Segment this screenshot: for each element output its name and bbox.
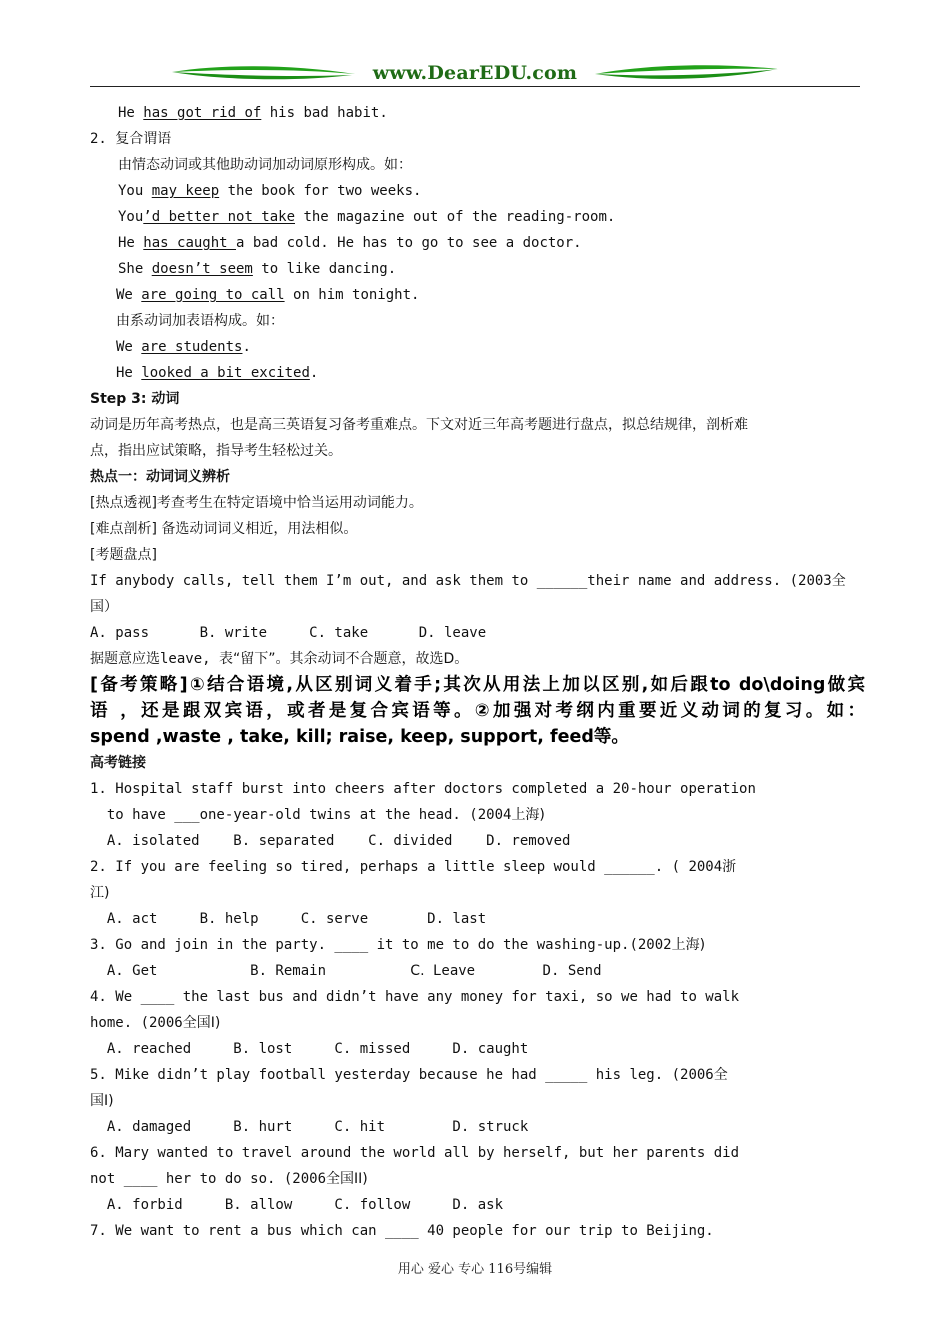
underlined-phrase: may keep bbox=[151, 183, 220, 199]
text-segment: to have ___one-year-old twins at the head. (2004 bbox=[90, 807, 512, 823]
strategy-text-line bbox=[90, 698, 865, 724]
text-segment: 3. Go and join in the party. ____ it to me to do the washing-up.(2002 bbox=[90, 937, 672, 953]
text-segment: 全国I) bbox=[182, 1015, 221, 1031]
text-line bbox=[90, 1192, 865, 1218]
text-segment: 全 bbox=[713, 1067, 728, 1083]
text-segment: If anybody calls, tell them I’m out, and ask them to ______their name and address. (2003 bbox=[90, 573, 832, 589]
text-line bbox=[90, 516, 865, 542]
text-line bbox=[90, 854, 865, 880]
text-segment: [备考策略]①结合语境,从区别词义着手;其次从用法上加以区别,如后跟to do\doing做宾 bbox=[90, 675, 865, 695]
text-segment: A. act B. help C. serve D. last bbox=[90, 911, 487, 927]
text-segment: She bbox=[118, 261, 152, 277]
text-line bbox=[90, 100, 865, 126]
text-segment: 点，指出应试策略，指导考生轻松过关。 bbox=[90, 443, 342, 459]
text-segment: A. reached B. lost C. missed D. caught bbox=[90, 1041, 529, 1057]
document-body bbox=[90, 100, 865, 1244]
text-segment: 7. We want to rent a bus which can ____ 40 people for our trip to Beijing. bbox=[90, 1223, 714, 1239]
text-line bbox=[90, 256, 865, 282]
page-footer: 用心 爱心 专心 116号编辑 bbox=[397, 1262, 553, 1277]
text-line bbox=[90, 646, 865, 672]
text-segment: 4. We ____ the last bus and didn’t have any money for taxi, so we had to walk bbox=[90, 989, 740, 1005]
text-segment: 由情态动词或其他助动词加动词原形构成。如： bbox=[118, 157, 412, 173]
text-segment: You bbox=[118, 183, 152, 199]
text-segment: . bbox=[309, 365, 319, 381]
text-segment: A. pass B. write C. take D. leave bbox=[90, 625, 487, 641]
text-segment: Leave D. Send bbox=[424, 963, 602, 979]
text-segment: 上海) bbox=[511, 807, 545, 823]
text-segment: Step 3: bbox=[90, 391, 152, 407]
strategy-text-line bbox=[90, 672, 865, 698]
underlined-phrase: has got rid of bbox=[143, 105, 262, 121]
text-segment: A. Get B. Remain bbox=[90, 963, 411, 979]
text-segment: 全国II) bbox=[326, 1171, 368, 1187]
header-rule bbox=[90, 86, 860, 87]
text-line bbox=[90, 360, 865, 386]
text-segment: on him tonight. bbox=[284, 287, 420, 303]
underlined-phrase: looked a bit excited bbox=[141, 365, 310, 381]
text-line bbox=[90, 490, 865, 516]
text-segment: [热点透视]考查考生在特定语境中恰当运用动词能力。 bbox=[90, 495, 423, 511]
text-segment: 高考链接 bbox=[90, 755, 146, 771]
text-line bbox=[90, 1166, 865, 1192]
text-line bbox=[90, 152, 865, 178]
text-line bbox=[90, 386, 865, 412]
text-segment: 江) bbox=[90, 885, 110, 901]
text-segment: his bad habit. bbox=[261, 105, 388, 121]
text-segment: 表“留下”。其余动词不合题意，故选D。 bbox=[219, 651, 469, 667]
text-line bbox=[90, 828, 865, 854]
text-segment: the book for two weeks. bbox=[219, 183, 422, 199]
text-line bbox=[90, 1036, 865, 1062]
text-line bbox=[90, 1218, 865, 1244]
underlined-phrase: ’d better not take bbox=[143, 209, 296, 225]
text-segment: 浙 bbox=[722, 859, 737, 875]
text-segment: . bbox=[242, 339, 251, 355]
text-segment: 据题意应选 bbox=[90, 651, 160, 667]
text-line bbox=[90, 750, 865, 776]
text-line bbox=[90, 438, 865, 464]
site-logo-text: www.DearEDU.com bbox=[372, 62, 578, 84]
text-line bbox=[90, 594, 865, 620]
text-line bbox=[90, 178, 865, 204]
text-segment: A. isolated B. separated C. divided D. removed bbox=[90, 833, 571, 849]
text-segment: 由系动词加表语构成。如： bbox=[116, 313, 284, 329]
text-line bbox=[90, 776, 865, 802]
text-segment: 语 ，还是跟双宾语，或者是复合宾语等。②加强对考纲内重要近义动词的复习。如： bbox=[90, 701, 865, 721]
text-line bbox=[90, 880, 865, 906]
text-segment: leave, bbox=[160, 651, 220, 667]
text-segment: He bbox=[118, 105, 144, 121]
underlined-phrase: doesn’t seem bbox=[151, 261, 253, 277]
text-line bbox=[90, 620, 865, 646]
text-line bbox=[90, 1140, 865, 1166]
text-line bbox=[90, 542, 865, 568]
underlined-phrase: are going to call bbox=[141, 287, 285, 303]
page-header bbox=[90, 60, 860, 90]
text-segment: C. bbox=[410, 963, 425, 979]
underlined-phrase: are students bbox=[141, 339, 243, 355]
text-line bbox=[90, 1062, 865, 1088]
text-segment: We bbox=[116, 287, 142, 303]
text-segment: He bbox=[118, 235, 144, 251]
text-segment: spend ,waste , take, kill; raise, keep, support, feed等。 bbox=[90, 727, 629, 747]
text-segment: He bbox=[116, 365, 142, 381]
text-line bbox=[90, 308, 865, 334]
underlined-phrase: has caught bbox=[143, 235, 237, 251]
strategy-text-line bbox=[90, 724, 865, 750]
text-line bbox=[90, 932, 865, 958]
text-segment: A. damaged B. hurt C. hit D. struck bbox=[90, 1119, 529, 1135]
text-segment: 动词是历年高考热点，也是高三英语复习备考重难点。下文对近三年高考题进行盘点，拟总结规律，剖析难 bbox=[90, 417, 748, 433]
text-segment: 1. Hospital staff burst into cheers after doctors completed a 20-hour operation bbox=[90, 781, 756, 797]
text-segment: 国I) bbox=[90, 1093, 114, 1109]
text-line bbox=[90, 334, 865, 360]
text-segment: A. forbid B. allow C. follow D. ask bbox=[90, 1197, 504, 1213]
text-line bbox=[90, 1114, 865, 1140]
text-segment: to like dancing. bbox=[252, 261, 397, 277]
text-segment: 动词 bbox=[151, 391, 180, 407]
text-segment: home. (2006 bbox=[90, 1015, 183, 1031]
text-segment: [难点剖析] 备选动词词义相近，用法相似。 bbox=[90, 521, 358, 537]
text-segment: 上海) bbox=[671, 937, 706, 953]
text-segment: 2. bbox=[90, 131, 116, 147]
text-line bbox=[90, 126, 865, 152]
text-line bbox=[90, 230, 865, 256]
text-line bbox=[90, 984, 865, 1010]
text-segment: 5. Mike didn’t play football yesterday because he had _____ his leg. (2006 bbox=[90, 1067, 714, 1083]
text-segment: 2. If you are feeling so tired, perhaps a little sleep would ______. ( 2004 bbox=[90, 859, 723, 875]
text-segment: 全 bbox=[831, 573, 846, 589]
text-segment: not ____ her to do so. (2006 bbox=[90, 1171, 327, 1187]
text-line bbox=[90, 568, 865, 594]
text-segment: 国） bbox=[90, 599, 118, 615]
text-segment: a bad cold. He has to go to see a doctor. bbox=[236, 235, 582, 251]
text-line bbox=[90, 1088, 865, 1114]
text-segment: 复合谓语 bbox=[115, 131, 172, 147]
text-line bbox=[90, 1010, 865, 1036]
text-segment: You bbox=[118, 209, 144, 225]
text-line bbox=[90, 282, 865, 308]
text-line bbox=[90, 464, 865, 490]
text-line bbox=[90, 906, 865, 932]
text-segment: the magazine out of the reading-room. bbox=[295, 209, 616, 225]
text-segment: 热点一：动词词义辨析 bbox=[90, 469, 230, 485]
text-line bbox=[90, 802, 865, 828]
text-segment: We bbox=[116, 339, 142, 355]
text-line bbox=[90, 958, 865, 984]
text-line bbox=[90, 412, 865, 438]
text-line bbox=[90, 204, 865, 230]
text-segment: [考题盘点] bbox=[90, 547, 157, 563]
text-segment: 6. Mary wanted to travel around the world all by herself, but her parents did bbox=[90, 1145, 740, 1161]
